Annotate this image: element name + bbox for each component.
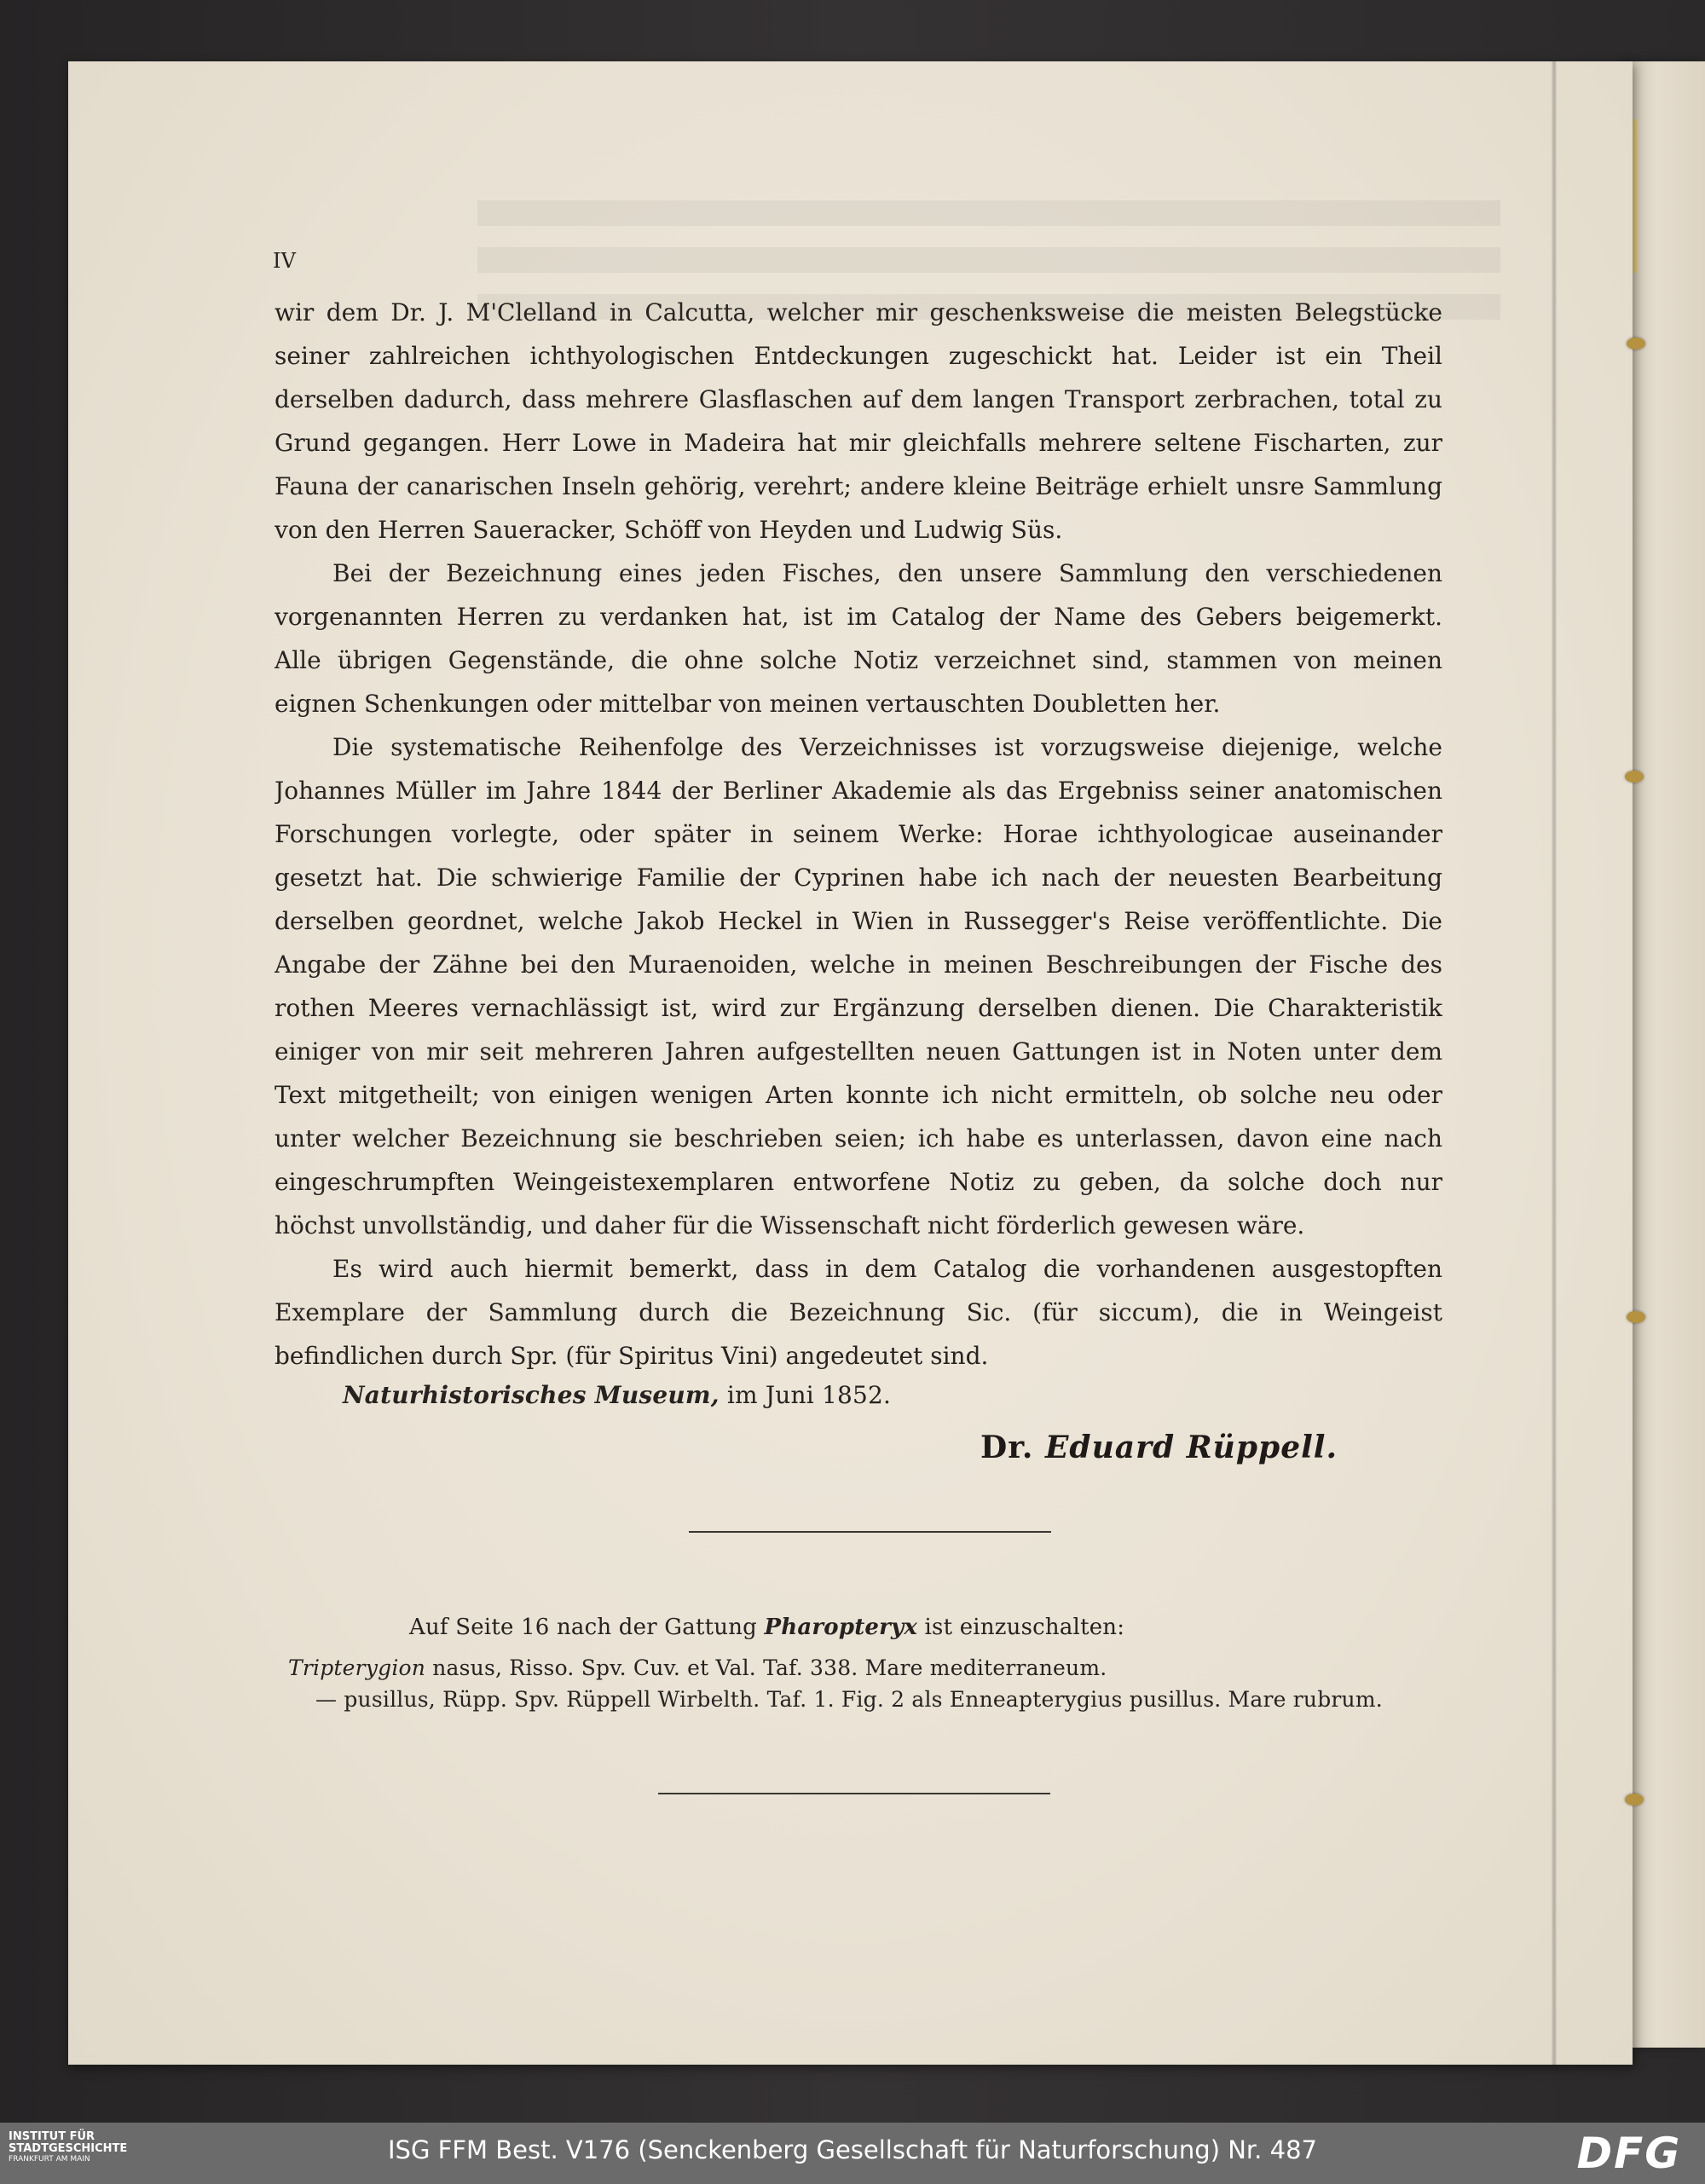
text-line: Forschungen vorlegte, oder später in seinem Werke: Horae ichthyologicae auseinander	[275, 820, 1442, 848]
text-line: eignen Schenkungen oder mittelbar von meinen vertauschten Doubletten her.	[275, 690, 1221, 718]
text-line: derselben dadurch, dass mehrere Glasflaschen auf dem langen Transport zerbrachen, total zu	[275, 385, 1442, 413]
text-line: Text mitgetheilt; von einigen wenigen Arten konnte ich nicht ermitteln, ob solche neu oder	[275, 1081, 1442, 1109]
section-rule	[689, 1531, 1051, 1533]
addendum-entry: Tripterygion nasus, Risso. Spv. Cuv. et Val. Taf. 338. Mare mediterraneum.	[288, 1655, 1107, 1680]
binding-stitch	[1627, 338, 1645, 350]
text-line: wir dem Dr. J. M'Clelland in Calcutta, welcher mir geschenksweise die meisten Belegstücke	[275, 298, 1442, 326]
page-number: IV	[273, 249, 297, 273]
facing-page-edge	[1624, 61, 1705, 2048]
genus-pharopteryx: Pharopteryx	[764, 1615, 918, 1640]
addendum-entry: — pusillus, Rüpp. Spv. Rüppell Wirbelth. Taf. 1. Fig. 2 als Enneapterygius pusillus. Mare rubrum.	[315, 1687, 1383, 1712]
binding-stitch	[1627, 1311, 1645, 1323]
archive-caption: ISG FFM Best. V176 (Senckenberg Gesellschaft für Naturforschung) Nr. 487	[388, 2135, 1317, 2164]
text-line: seiner zahlreichen ichthyologischen Entdeckungen zugeschickt hat. Leider ist ein Theil	[275, 342, 1442, 370]
text-line: Es wird auch hiermit bemerkt, dass in dem Catalog die vorhandenen ausgestopften	[332, 1255, 1442, 1283]
dfg-logo	[1565, 2129, 1693, 2178]
text-line: gesetzt hat. Die schwierige Familie der Cyprinen habe ich nach der neuesten Bearbeitung	[275, 864, 1442, 892]
signature-name: Eduard Rüppell.	[1044, 1430, 1338, 1465]
binding-stitch	[1625, 771, 1644, 783]
place-date-line	[343, 1381, 891, 1409]
text-line: Bei der Bezeichnung eines jeden Fisches, den unsere Sammlung den verschiedenen	[332, 559, 1442, 587]
text-line: Alle übrigen Gegenstände, die ohne solche Notiz verzeichnet sind, stammen von meinen	[275, 646, 1442, 674]
signature-title: Dr.	[980, 1430, 1034, 1465]
binding-stitch	[1625, 1794, 1644, 1806]
text-line: einiger von mir seit mehreren Jahren aufgestellten neuen Gattungen ist in Noten unter dem	[275, 1037, 1442, 1066]
text-line: höchst unvollständig, und daher für die Wissenschaft nicht förderlich gewesen wäre.	[275, 1211, 1305, 1239]
signature	[980, 1430, 1432, 1465]
text-line: befindlichen durch Spr. (für Spiritus Vini) angedeutet sind.	[275, 1342, 989, 1370]
text-line: unter welcher Bezeichnung sie beschrieben seien; ich habe es unterlassen, davon eine nach	[275, 1124, 1442, 1153]
text-line: von den Herren Saueracker, Schöff von Heyden und Ludwig Süs.	[275, 516, 1063, 544]
text-line: Grund gegangen. Herr Lowe in Madeira hat mir gleichfalls mehrere seltene Fischarten, zur	[275, 429, 1442, 457]
text-line: derselben geordnet, welche Jakob Heckel in Wien in Russegger's Reise veröffentlichte. Die	[275, 907, 1442, 935]
text-line: Johannes Müller im Jahre 1844 der Berliner Akademie als das Ergebniss seiner anatomischen	[275, 777, 1442, 805]
museum-name: Naturhistorisches Museum,	[343, 1381, 720, 1409]
text-line: Die systematische Reihenfolge des Verzeichnisses ist vorzugsweise diejenige, welche	[332, 733, 1442, 761]
page-gutter	[1552, 61, 1557, 2065]
text-line: eingeschrumpften Weingeistexemplaren entworfene Notiz zu geben, da solche doch nur	[275, 1168, 1442, 1196]
date: im Juni 1852.	[726, 1381, 892, 1409]
dfg-logo-text: DFG	[1576, 2129, 1682, 2178]
addendum-intro: Auf Seite 16 nach der Gattung Pharopteryx ist einzuschalten:	[409, 1615, 1125, 1640]
text-line: Exemplare der Sammlung durch die Bezeichnung Sic. (für siccum), die in Weingeist	[275, 1298, 1442, 1326]
text-line: vorgenannten Herren zu verdanken hat, ist im Catalog der Name des Gebers beigemerkt.	[275, 603, 1442, 631]
institute-logo: INSTITUT FÜR STADTGESCHICHTE FRANKFURT AM MAIN	[9, 2130, 128, 2164]
text-line: Angabe der Zähne bei den Muraenoiden, welche in meinen Beschreibungen der Fische des	[275, 950, 1442, 979]
end-rule	[658, 1793, 1050, 1794]
text-line: rothen Meeres vernachlässigt ist, wird zur Ergänzung derselben dienen. Die Charakteristik	[275, 994, 1442, 1022]
genus-tripterygion: Tripterygion	[288, 1655, 426, 1680]
text-line: Fauna der canarischen Inseln gehörig, verehrt; andere kleine Beiträge erhielt unsre Sammlung	[275, 472, 1442, 500]
